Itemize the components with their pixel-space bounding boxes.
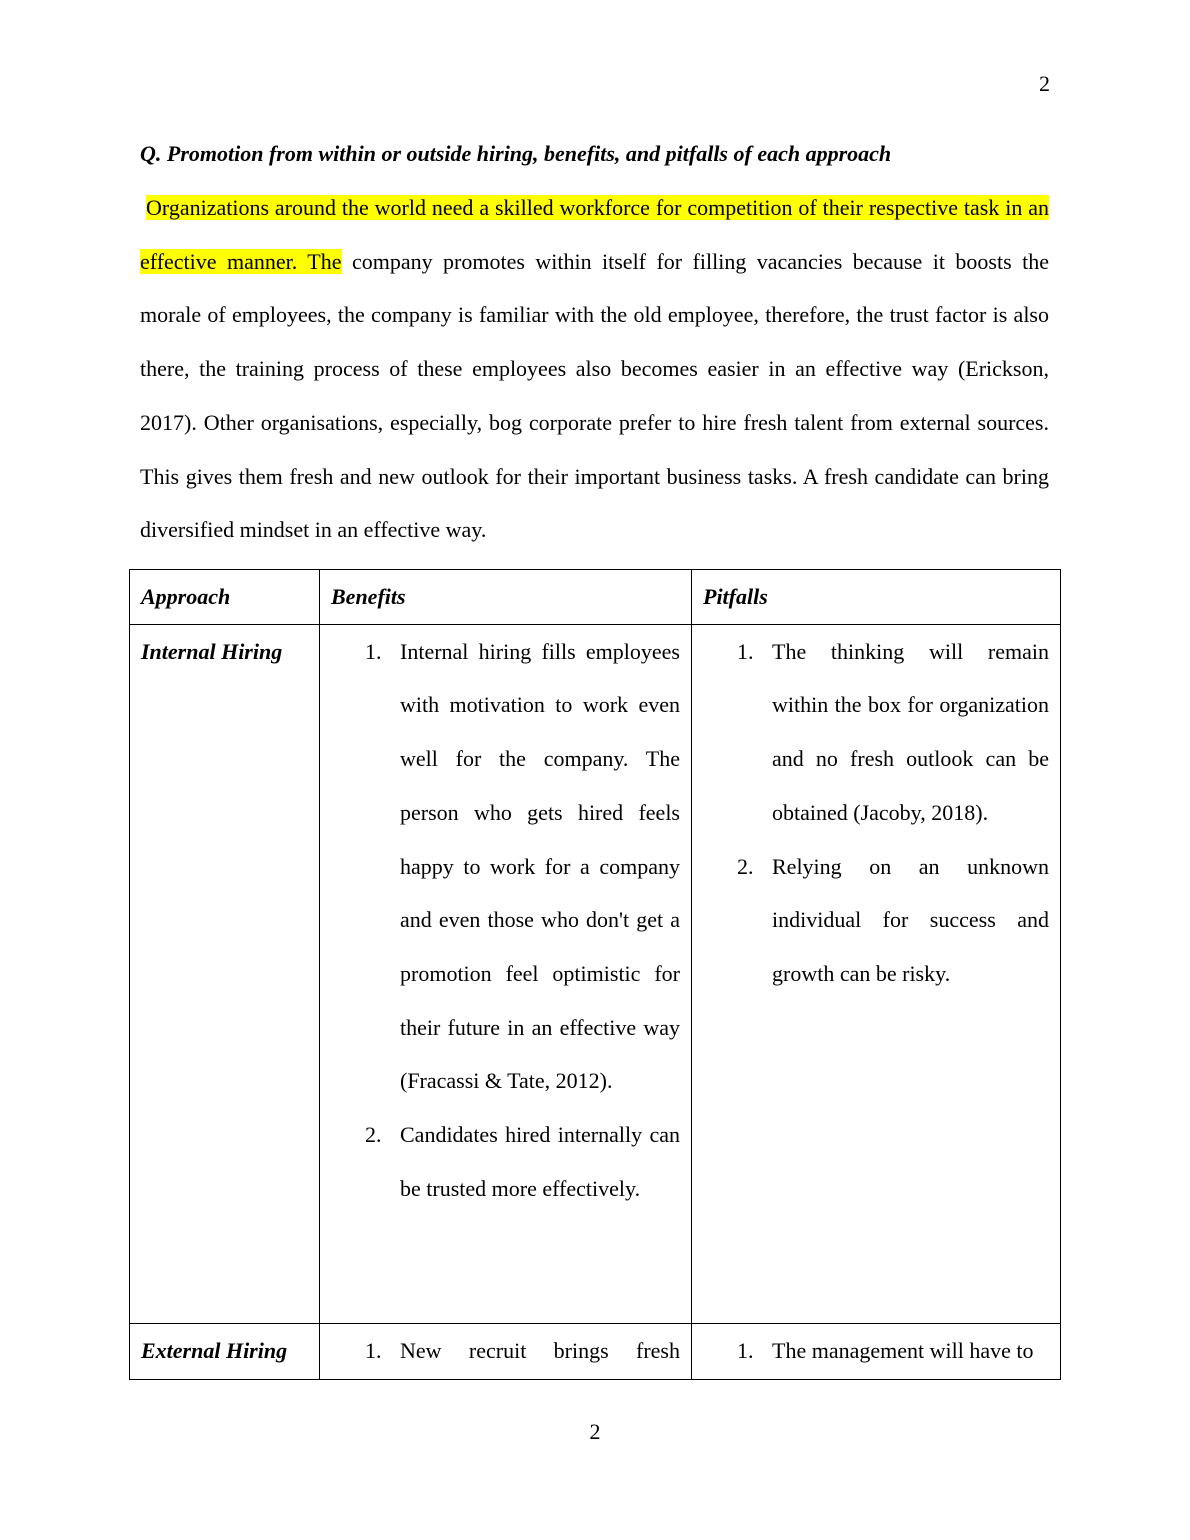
list-item: 1. Internal hiring fills employees with motivation to work even well for the company. The person who gets hired feels happy to work for a company and even those who don't get a promotion feel optimistic for their future in an effective way (Fracassi & Tate, 2012). (365, 638, 680, 1094)
header-benefits: Benefits (320, 570, 692, 625)
list-item: 1. New recruit brings fresh (365, 1337, 680, 1363)
approach-table (129, 569, 1061, 1380)
list-item: 2. Relying on an unknown individual for success and growth can be risky. (737, 853, 1049, 986)
benefits-cell-internal (320, 624, 692, 1323)
table-row (130, 1323, 1061, 1379)
highlighted-text: Organizations around the world need a skilled workforce for competition of their respective task in an effective manner. The (140, 195, 1049, 274)
table-row (130, 624, 1061, 1323)
table-header-row (130, 570, 1061, 625)
list-item: 2. Candidates hired internally can be trusted more effectively. (365, 1122, 680, 1201)
intro-text: company promotes within itself for filling vacancies because it boosts the morale of employees, the company is familiar with the old employee, therefore, the trust factor is also there, the training process of these employees also becomes easier in an effective way (Erickson, 2017). Other organisations, especially, bog corporate prefer to hire fresh talent from external sources. This gives them fresh and new outlook for their important business tasks. A fresh candidate can bring diversified mindset in an effective way. (140, 248, 1049, 543)
header-pitfalls: Pitfalls (692, 570, 1061, 625)
list-item: 1. The thinking will remain within the box for organization and no fresh outlook can be obtained (Jacoby, 2018). (737, 638, 1049, 825)
row-label-external: External Hiring (130, 1323, 320, 1379)
pitfalls-cell-external (692, 1323, 1061, 1379)
footer-page-number: 2 (589, 1419, 601, 1444)
header-approach: Approach (130, 570, 320, 625)
intro-paragraph (140, 181, 1049, 557)
header-page-number: 2 (1039, 71, 1050, 96)
row-label-internal: Internal Hiring (130, 624, 320, 1323)
benefits-cell-external (320, 1323, 692, 1379)
pitfalls-cell-internal (692, 624, 1061, 1323)
list-item: 1. The management will have to (737, 1337, 1034, 1363)
question-heading: Q. Promotion from within or outside hiring, benefits, and pitfalls of each approach (140, 141, 892, 166)
